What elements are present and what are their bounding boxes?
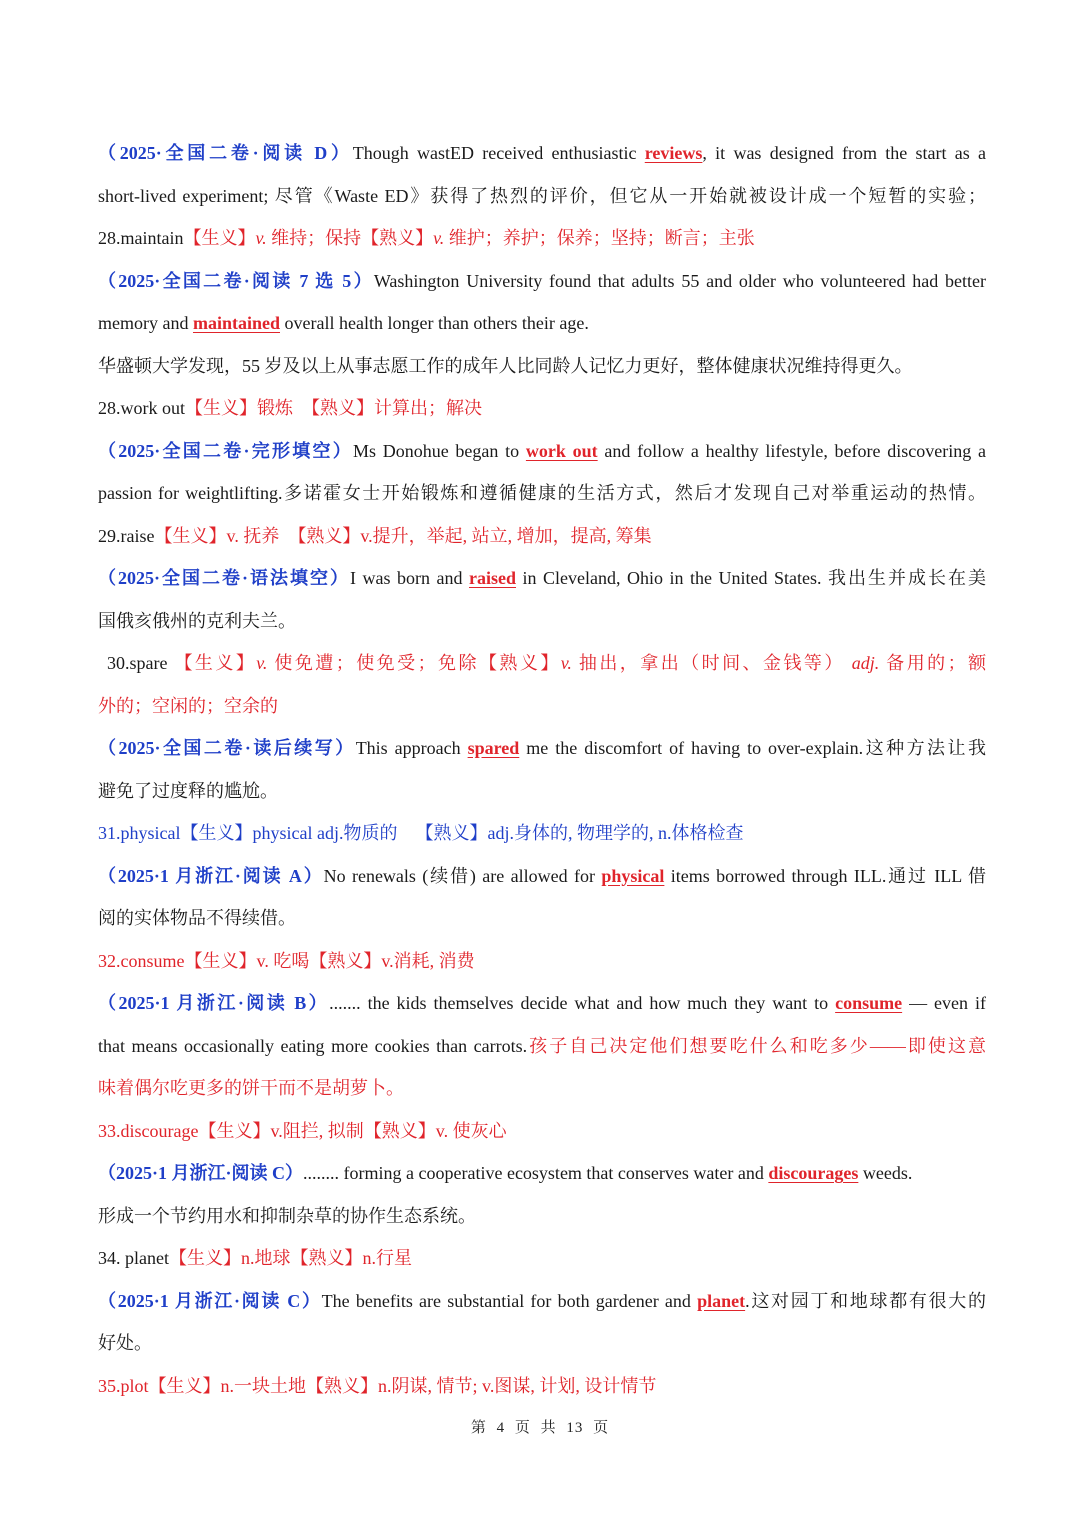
- source-tag: （2025·1 月浙江·阅读 B）: [98, 993, 330, 1013]
- keyword: physical: [601, 865, 665, 886]
- sentence-translation: 好处。: [98, 1333, 152, 1353]
- example-sentence: （2025·全国二卷·语法填空）I was born and raised in Cleveland, Ohio in the United States. 我出生并成长在美: [98, 568, 986, 588]
- vocab-word: 32.consume: [98, 950, 185, 971]
- source-tag: （2025·1 月浙江·阅读 C）: [98, 1163, 304, 1183]
- keyword: consume: [835, 993, 903, 1013]
- keyword: planet: [697, 1290, 746, 1311]
- example-sentence: （2025·1 月浙江·阅读 C）........ forming a cooperative ecosystem that conserves water and discourages weeds.: [98, 1163, 913, 1183]
- sentence-translation: 国俄亥俄州的克利夫兰。: [98, 610, 296, 631]
- example-sentence: （2025·1 月浙江·阅读 C）The benefits are substantial for both gardener and planet.这对园丁和地球都有很大的: [98, 1290, 986, 1311]
- vocab-entry-spare: 30.spare 【生义】v. 使免遭；使免受；免除【熟义】v. 抽出，拿出（时间、金钱等） adj. 备用的；额: [107, 653, 987, 673]
- keyword: work out: [525, 440, 598, 461]
- vocab-entry-work-out: 28.work out【生义】锻炼 【熟义】计算出；解决: [98, 398, 482, 418]
- source-tag: （2025·全国二卷·语法填空）: [98, 568, 351, 588]
- sentence-translation: 避免了过度释的尴尬。: [98, 780, 278, 801]
- sentence-translation: 阅的实体物品不得续借。: [98, 908, 296, 928]
- vocab-word: 28.work out: [98, 398, 185, 418]
- vocab-entry-raise: 29.raise【生义】v. 抚养 【熟义】v.提升，举起, 站立, 增加，提高, 筹集: [98, 525, 652, 546]
- source-tag: （2025·全国二卷·完形填空）: [98, 440, 353, 461]
- example-sentence-cont: that means occasionally eating more cookies than carrots.孩子自己决定他们想要吃什么和吃多少——即使这意: [98, 1035, 987, 1056]
- source-tag: （2025·1 月浙江·阅读 C）: [98, 1290, 322, 1311]
- document-page: [98, 132, 986, 1407]
- vocab-word: 29.raise: [98, 525, 155, 546]
- example-sentence: （2025·1 月浙江·阅读 B）....... the kids themselves decide what and how much they want to consume — even if: [98, 993, 986, 1013]
- sentence-translation: short-lived experiment; 尽管《Waste ED》获得了热烈的评价，但它从一开始就被设计成一个短暂的实验；: [98, 185, 986, 206]
- page-footer: 第 4 页 共 13 页: [470, 1420, 610, 1436]
- vocab-word: 35.plot: [98, 1375, 149, 1396]
- vocab-word: 30.spare: [107, 653, 168, 673]
- keyword: spared: [467, 738, 520, 758]
- vocab-word: 34. planet: [98, 1248, 169, 1268]
- source-tag: （2025·1 月浙江·阅读 A）: [98, 865, 324, 886]
- vocab-entry-discourage: 33.discourage【生义】v.阻拦, 拟制【熟义】v. 使灰心: [98, 1120, 507, 1141]
- example-sentence: （2025·1 月浙江·阅读 A）No renewals (续借) are allowed for physical items borrowed through ILL.通过 ILL 借: [98, 865, 986, 886]
- vocab-entry-spare-cont: 外的；空闲的；空余的: [98, 695, 278, 716]
- vocab-word: 33.discourage: [98, 1120, 199, 1141]
- keyword: discourages: [768, 1163, 859, 1183]
- source-tag: （2025·全国二卷·阅读 D）: [98, 143, 353, 163]
- sentence-translation: passion for weightlifting.多诺霍女士开始锻炼和遵循健康的生活方式，然后才发现自己对举重运动的热情。: [98, 483, 986, 503]
- example-sentence: （2025·全国二卷·读后续写）This approach spared me the discomfort of having to over-explain.这种方法让我: [98, 738, 986, 758]
- sentence-translation: 华盛顿大学发现，55 岁及以上从事志愿工作的成年人比同龄人记忆力更好，整体健康状况维持得更久。: [98, 355, 913, 376]
- sentence-translation: 形成一个节约用水和抑制杂草的协作生态系统。: [98, 1205, 476, 1226]
- vocab-word: 28.maintain: [98, 228, 184, 248]
- keyword: reviews: [644, 143, 703, 163]
- vocab-entry-plot: 35.plot【生义】n.一块土地【熟义】n.阴谋, 情节; v.图谋, 计划, 设计情节: [98, 1375, 657, 1396]
- example-sentence-cont: memory and maintained overall health longer than others their age.: [98, 313, 589, 333]
- example-sentence: （2025·全国二卷·完形填空）Ms Donohue began to work out and follow a healthy lifestyle, before discovering a: [98, 440, 986, 461]
- vocab-word: 31.physical: [98, 823, 181, 843]
- example-sentence: （2025·全国二卷·阅读 D）Though wastED received enthusiastic reviews, it was designed from the start as a: [98, 143, 986, 163]
- vocab-entry-physical: 31.physical【生义】physical adj.物质的 【熟义】adj.身体的, 物理学的, n.体格检查: [98, 823, 744, 843]
- sentence-translation: 味着偶尔吃更多的饼干而不是胡萝卜。: [98, 1078, 404, 1098]
- source-tag: （2025·全国二卷·读后续写）: [98, 738, 356, 758]
- keyword: maintained: [192, 313, 280, 333]
- vocab-entry-consume: 32.consume【生义】v. 吃喝【熟义】v.消耗, 消费: [98, 950, 475, 971]
- source-tag: （2025·全国二卷·阅读 7 选 5）: [98, 270, 374, 291]
- example-sentence: （2025·全国二卷·阅读 7 选 5）Washington University found that adults 55 and older who volunteered had better: [98, 270, 986, 291]
- vocab-entry-maintain: 28.maintain【生义】v. 维持；保持【熟义】v. 维护；养护；保养；坚持；断言；主张: [98, 228, 755, 248]
- vocab-entry-planet: 34. planet【生义】n.地球【熟义】n.行星: [98, 1248, 412, 1268]
- keyword: raised: [469, 568, 517, 588]
